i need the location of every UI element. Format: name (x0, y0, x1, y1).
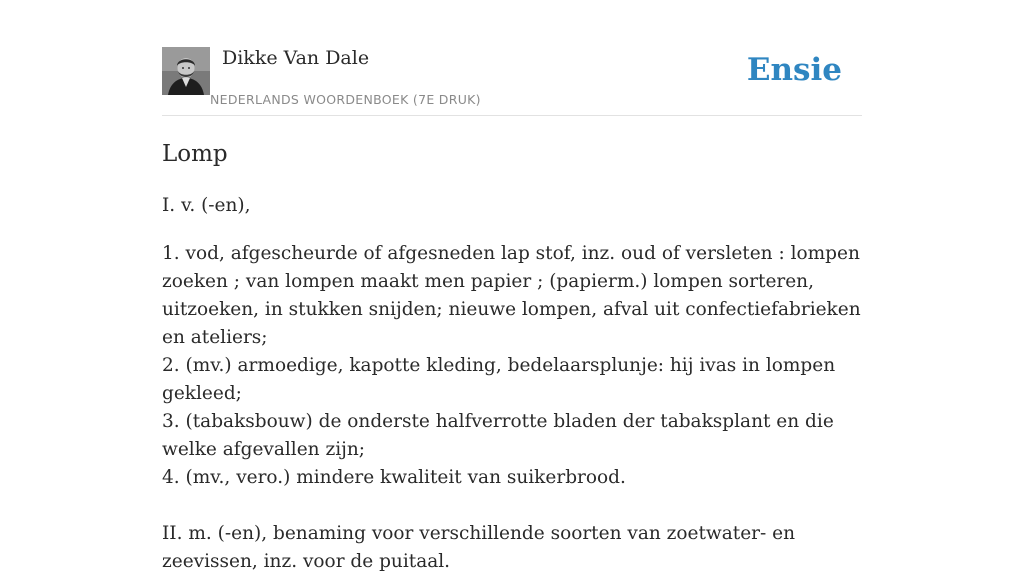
sense-item: 2. (mv.) armoedige, kapotte kleding, bedelaarsplunje: hij ivas in lompen gekleed; (162, 355, 836, 404)
entry-title: Lomp (162, 141, 228, 167)
sense-item: 4. (mv., vero.) mindere kwaliteit van suikerbrood. (162, 467, 626, 488)
sense-item: 1. vod, afgescheurde of afgesneden lap stof, inz. oud of versleten : lompen zoeken ; van lompen maakt men papier ; (papierm.) lompen sorteren, uitzoeken, in stukken snijden; nieuwe lompen, afval uit confectiefabrieken en ateliers; (162, 243, 861, 348)
portrait-image (162, 47, 210, 95)
part1-heading: I. v. (-en), (162, 195, 251, 216)
source-name[interactable]: Dikke Van Dale (222, 47, 370, 69)
source-avatar[interactable] (162, 47, 210, 95)
sense-item: 3. (tabaksbouw) de onderste halfverrotte bladen der tabaksplant en die welke afgevallen zijn; (162, 411, 834, 460)
sense-list (162, 240, 862, 492)
part2-definition: II. m. (-en), benaming voor verschillende soorten van zoetwater- en zeevissen, inz. voor de puitaal. (162, 523, 795, 572)
entry-content (162, 136, 862, 576)
source-subtitle: NEDERLANDS WOORDENBOEK (7E DRUK) (210, 92, 481, 107)
entry-header (162, 0, 862, 116)
ensie-logo[interactable]: Ensie (746, 52, 842, 88)
